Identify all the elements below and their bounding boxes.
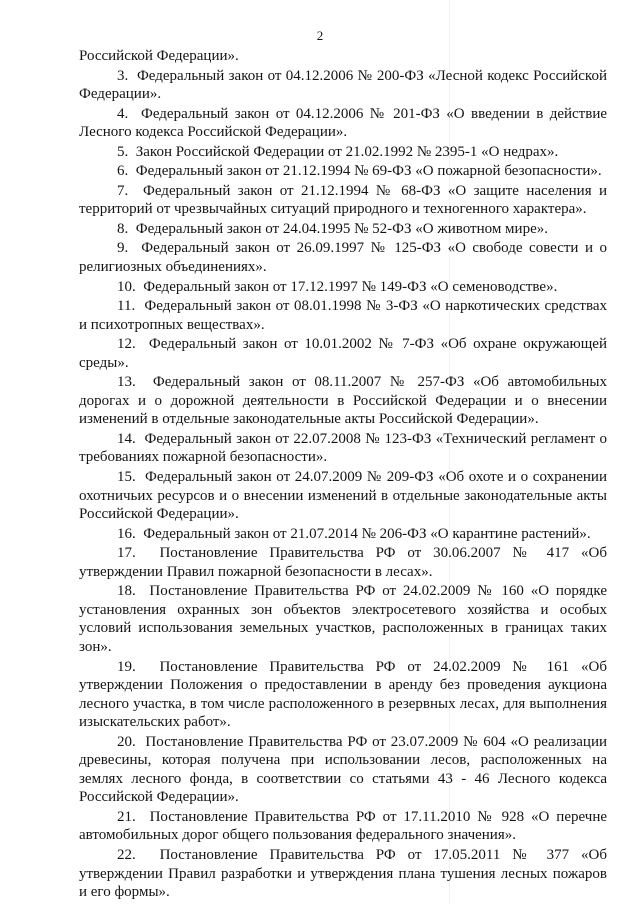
page-number: 2 (316, 28, 324, 43)
item-text: Федеральный закон от 08.01.1998 № 3-ФЗ «О наркотических средствах и психотропных веществах». (79, 298, 608, 333)
item-text: Федеральный закон от 04.12.2006 № 200-ФЗ «Лесной кодекс Российской Федерации». (79, 67, 607, 103)
item-number: 11. (117, 298, 136, 315)
list-item (79, 335, 607, 372)
item-number: 13. (117, 374, 136, 391)
item-text: Постановление Правительства РФ от 17.05.2011 № 377 «Об утверждении Правил разработки и утверждения плана тушения лесных пожаров и его формы». (79, 846, 607, 901)
item-number: 3. (117, 67, 129, 84)
continued-text: Российской Федерации». (79, 48, 239, 64)
item-text: Постановление Правительства РФ от 23.07.2009 № 604 «О реализации древесины, которая получена при использовании лесов, расположенных на землях лесного фонда, в соответствии со статьями 43 - 46 Лесного кодекса Российской Федерации». (79, 733, 608, 806)
item-number: 9. (117, 240, 129, 257)
list-item (79, 162, 607, 181)
list-item (79, 105, 607, 142)
list-item (79, 182, 607, 219)
list-item (79, 733, 607, 807)
item-number: 17. (117, 545, 136, 562)
item-number: 21. (117, 808, 136, 825)
item-text: Федеральный закон от 21.12.1994 № 69-ФЗ «О пожарной безопасности». (135, 163, 602, 180)
item-number: 16. (117, 525, 136, 542)
item-text: Федеральный закон от 24.04.1995 № 52-ФЗ «О животном мире». (135, 220, 548, 237)
item-text: Федеральный закон от 04.12.2006 № 201-ФЗ «О введении в действие Лесного кодекса Российской Федерации». (79, 105, 608, 141)
item-text: Постановление Правительства РФ от 17.11.2010 № 928 «О перечне автомобильных дорог общего пользования федерального значения». (79, 808, 607, 844)
item-text: Федеральный закон от 21.12.1994 № 68-ФЗ «О защите населения и территорий от чрезвычайных ситуаций природного и техногенного характера». (79, 182, 608, 218)
list-item (79, 658, 607, 732)
list-item (79, 544, 607, 581)
list-item (79, 468, 607, 524)
item-text: Постановление Правительства РФ от 24.02.2009 № 161 «Об утверждении Положения о предоставлении в аренду без проведения аукциона лесного участка, в том числе расположенного в резервных лесах, для выполнения изыскательских работ». (79, 658, 607, 731)
list-item (79, 525, 607, 544)
item-number: 20. (117, 733, 136, 750)
list-item (79, 278, 607, 297)
item-number: 6. (117, 163, 129, 180)
item-text: Постановление Правительства РФ от 30.06.2007 № 417 «Об утверждении Правил пожарной безопасности в лесах». (79, 545, 607, 580)
list-item (79, 67, 607, 104)
list-item (79, 846, 607, 902)
list-item (79, 430, 607, 467)
item-text: Федеральный закон от 08.11.2007 № 257-ФЗ «Об автомобильных дорогах и о дорожной деятельности в Российской Федерации и о внесении изменений в отдельные законодательные акты Российской Федерации». (79, 374, 607, 428)
item-text: Федеральный закон от 24.07.2009 № 209-ФЗ «Об охоте и о сохранении охотничьих ресурсов и о внесении изменений в отдельные законодательные акты Российской Федерации». (79, 469, 607, 523)
item-number: 4. (117, 105, 129, 122)
list-item (79, 373, 607, 429)
legislation-list (79, 67, 607, 902)
item-text: Постановление Правительства РФ от 24.02.2009 № 160 «О порядке установления охранных зон объектов электросетевого хозяйства и особых условий использования земельных участков, расположенных в границах таких зон». (79, 583, 607, 655)
item-text: Федеральный закон от 17.12.1997 № 149-ФЗ «О семеноводстве». (143, 278, 558, 295)
item-number: 8. (117, 220, 129, 237)
item-text: Федеральный закон от 10.01.2002 № 7-ФЗ «Об охране окружающей среды». (79, 336, 607, 371)
item-number: 5. (117, 143, 129, 160)
list-item (79, 143, 607, 162)
item-number: 18. (117, 583, 136, 600)
item-number: 7. (117, 182, 129, 199)
item-text: Федеральный закон от 22.07.2008 № 123-ФЗ «Технический регламент о требованиях пожарной безопасности». (79, 430, 608, 466)
item-text: Федеральный закон от 26.09.1997 № 125-ФЗ «О свободе совести и о религиозных объединениях». (79, 240, 607, 276)
item-number: 15. (117, 469, 136, 486)
document-body (79, 47, 607, 902)
list-item (79, 239, 607, 276)
list-item (79, 220, 607, 239)
item-number: 22. (117, 846, 136, 863)
item-number: 19. (117, 658, 136, 675)
list-item (79, 297, 607, 334)
item-number: 12. (117, 336, 136, 353)
item-text: Федеральный закон от 21.07.2014 № 206-ФЗ «О карантине растений». (143, 525, 591, 542)
item-number: 14. (117, 430, 136, 447)
list-item (79, 808, 607, 845)
item-number: 10. (117, 278, 136, 295)
list-item (79, 582, 607, 656)
item-text: Закон Российской Федерации от 21.02.1992 № 2395-1 «О недрах». (135, 143, 559, 160)
